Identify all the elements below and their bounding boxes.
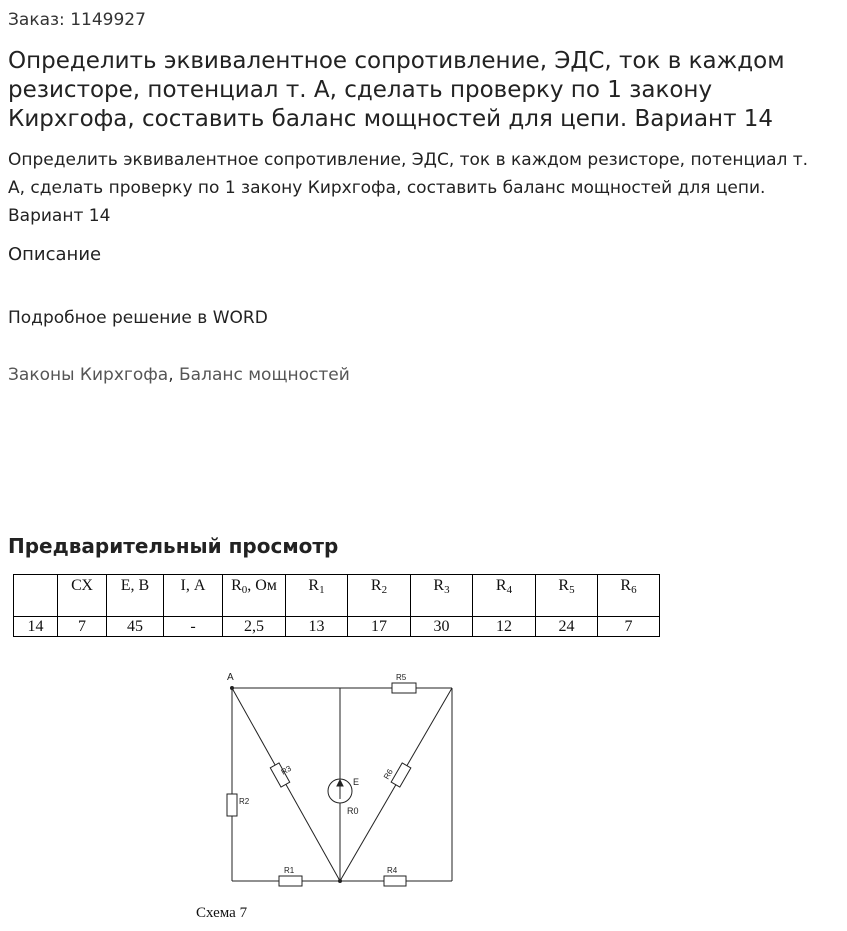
tag-list <box>8 365 350 385</box>
description-detail: Подробное решение в WORD <box>8 308 268 328</box>
tag-link-kirchhoff[interactable]: Законы Кирхгофа <box>8 365 169 385</box>
table-header-row <box>14 575 660 617</box>
table-cell: - <box>164 617 223 637</box>
circuit-caption: Схема 7 <box>196 905 248 921</box>
order-number: 1149927 <box>70 10 146 30</box>
preview-image <box>0 568 847 931</box>
label-e: E <box>353 777 360 787</box>
resistor-r6 <box>391 763 411 787</box>
table-cell: 12 <box>473 617 536 637</box>
resistor-r2 <box>227 794 237 816</box>
tag-link-power-balance[interactable]: Баланс мощностей <box>179 365 350 385</box>
label-r4: R4 <box>387 866 398 875</box>
description-heading: Описание <box>8 244 102 265</box>
header-cell-current: I, А <box>164 575 223 617</box>
label-r0: R0 <box>347 806 359 816</box>
header-cell-emf: E, В <box>107 575 164 617</box>
resistor-r1 <box>279 876 302 886</box>
resistor-r4 <box>384 876 406 886</box>
table-cell: 13 <box>286 617 348 637</box>
label-r6: R6 <box>381 767 395 781</box>
table-cell: 30 <box>411 617 473 637</box>
table-row <box>14 617 660 637</box>
parameters-table <box>13 574 660 637</box>
order-label: Заказ: <box>8 10 65 30</box>
label-r3: R3 <box>279 763 293 777</box>
header-cell-scheme: СХ <box>58 575 107 617</box>
table-cell: 45 <box>107 617 164 637</box>
circuit-diagram <box>190 668 470 923</box>
node-a-label: A <box>227 672 234 683</box>
lead-text: Определить эквивалентное сопротивление, ЭДС, ток в каждом резисторе, потенциал т. А, сделать проверку по 1 закону Кирхгофа, составить баланс мощностей для цепи. Вариант 14 <box>8 150 809 226</box>
header-cell-variant <box>14 575 58 617</box>
label-r5: R5 <box>396 673 407 682</box>
table-cell: 7 <box>598 617 660 637</box>
node-a-dot <box>230 686 234 690</box>
header-cell-r4: $R_4$ <box>473 575 536 617</box>
header-cell-r6: $R_6$ <box>598 575 660 617</box>
tag-separator: , <box>168 365 174 385</box>
header-cell-r0: $R_0$, Ом <box>223 575 286 617</box>
resistor-r5 <box>392 683 416 693</box>
table-cell: 24 <box>536 617 598 637</box>
page-title: Определить эквивалентное сопротивление, ЭДС, ток в каждом резисторе, потенциал т. А, сделать проверку по 1 закону Кирхгофа, составить баланс мощностей для цепи. Вариант 14 <box>8 48 785 132</box>
table-cell: 17 <box>348 617 411 637</box>
header-cell-r5: $R_5$ <box>536 575 598 617</box>
header-cell-r1: $R_1$ <box>286 575 348 617</box>
node-bottom-dot <box>338 879 342 883</box>
table-cell: 7 <box>58 617 107 637</box>
preview-heading: Предварительный просмотр <box>8 534 339 558</box>
table-cell: 2,5 <box>223 617 286 637</box>
order-line <box>8 10 146 30</box>
table-cell: 14 <box>14 617 58 637</box>
header-cell-r2: $R_2$ <box>348 575 411 617</box>
header-cell-r3: $R_3$ <box>411 575 473 617</box>
label-r2: R2 <box>239 797 250 806</box>
label-r1: R1 <box>284 866 295 875</box>
